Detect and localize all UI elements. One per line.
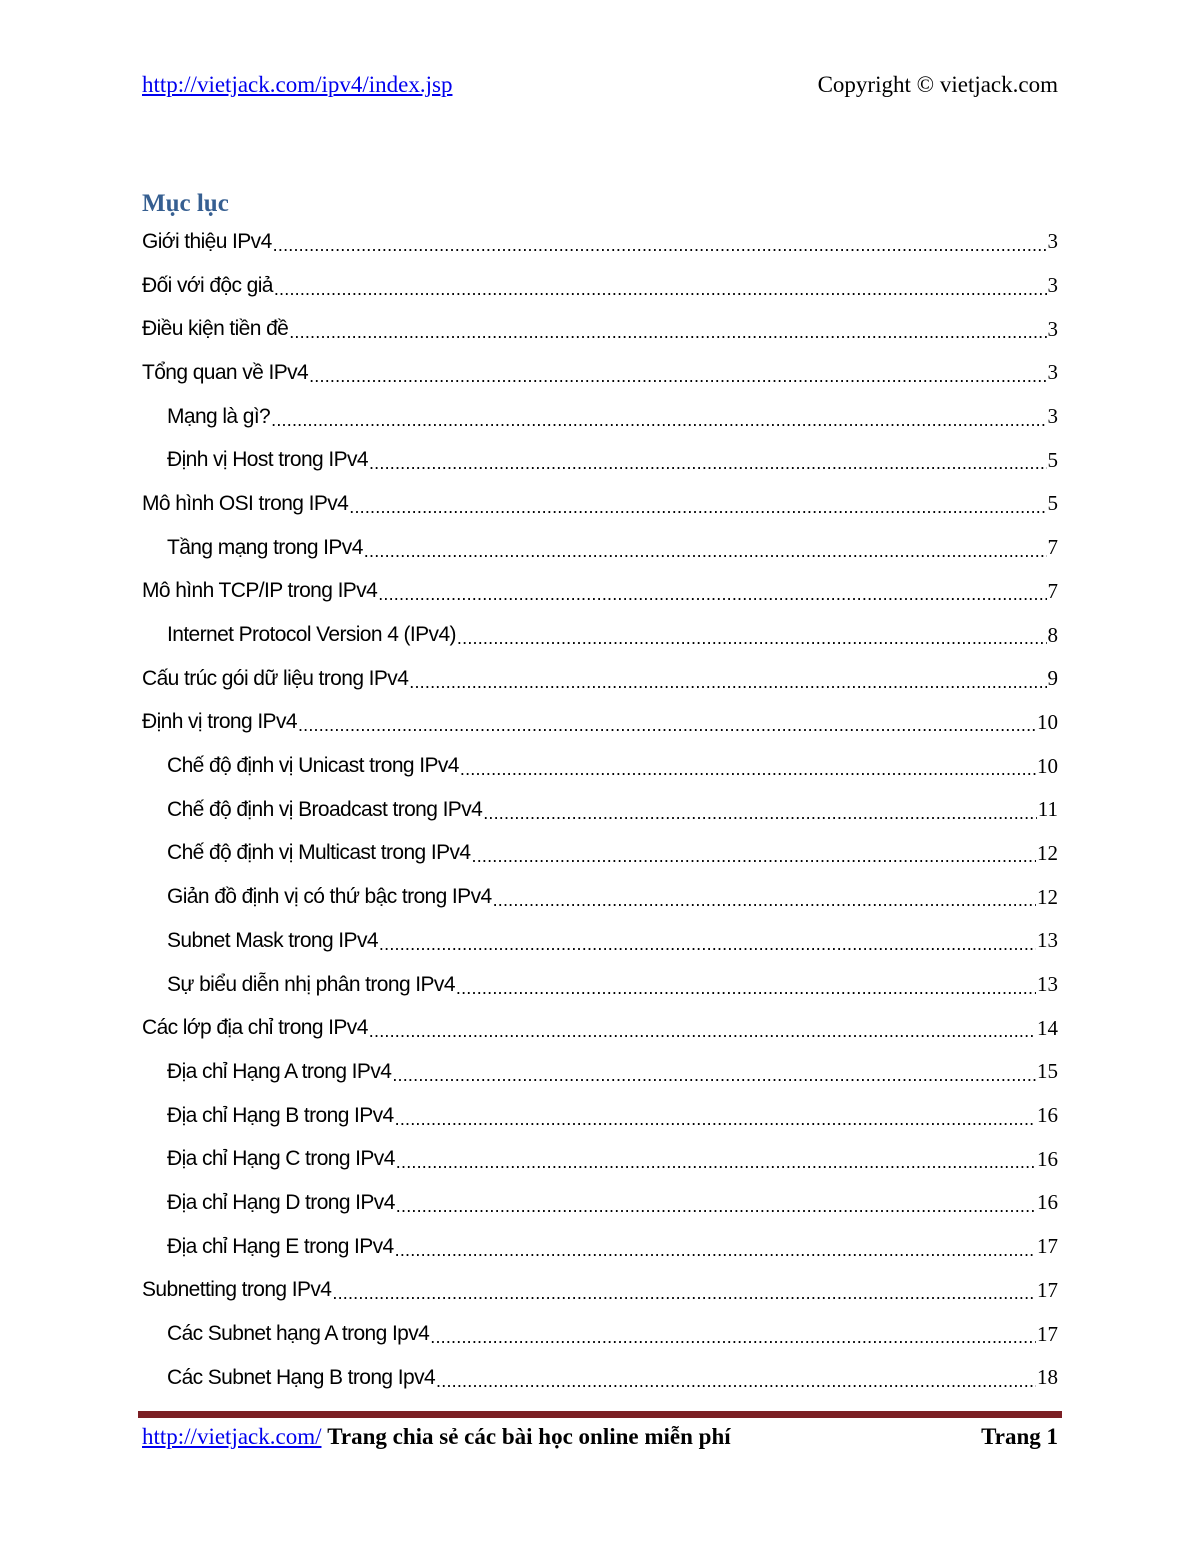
toc-entry[interactable] [142,1225,1058,1269]
toc-leader-dots [332,1284,1036,1302]
toc-entry-label: Giới thiệu IPv4 [142,229,272,253]
toc-entry-page: 16 [1037,1103,1058,1128]
toc-entry-page: 3 [1047,360,1058,385]
toc-entry-label: Điều kiện tiền đề [142,317,289,341]
toc-leader-dots [289,323,1046,341]
footer-site-link[interactable]: http://vietjack.com/ [142,1424,322,1449]
toc-entry-page: 13 [1037,928,1058,953]
toc-entry-label: Tổng quan về IPv4 [142,360,309,384]
toc-entry-page: 16 [1037,1146,1058,1171]
toc-entry-label: Giản đồ định vị có thứ bậc trong IPv4 [167,885,492,909]
toc-entry-label: Đối với độc giả [142,273,273,297]
toc-leader-dots [273,236,1047,254]
toc-entry-label: Chế độ định vị Multicast trong IPv4 [167,841,471,865]
toc-entry-page: 3 [1047,316,1058,341]
toc-entry[interactable] [142,613,1058,657]
toc-entry[interactable] [142,1269,1058,1313]
toc-entry-label: Tầng mạng trong IPv4 [167,535,363,559]
header-copyright: Copyright © vietjack.com [817,72,1058,97]
toc-leader-dots [396,1153,1036,1171]
toc-entry-page: 15 [1037,1059,1058,1084]
footer-left [142,1424,731,1450]
toc-entry[interactable] [142,482,1058,526]
toc-entry-page: 17 [1037,1277,1058,1302]
toc-entry[interactable] [142,1356,1058,1400]
footer-tagline: Trang chia sẻ các bài học online miễn phí [327,1424,731,1449]
toc-leader-dots [271,411,1046,429]
toc-entry-page: 7 [1047,578,1058,603]
toc-leader-dots [274,280,1047,298]
toc-entry-label: Địa chỉ Hạng B trong IPv4 [167,1103,394,1127]
toc-entry[interactable] [142,1006,1058,1050]
toc-entry-page: 12 [1037,840,1058,865]
toc-leader-dots [409,673,1046,691]
toc-leader-dots [349,498,1046,516]
toc-entry-label: Các Subnet Hạng B trong Ipv4 [167,1365,436,1389]
toc-leader-dots [472,847,1037,865]
toc-entry[interactable] [142,526,1058,570]
toc-entry-label: Định vị trong IPv4 [142,710,297,734]
toc-entry-label: Địa chỉ Hạng A trong IPv4 [167,1059,392,1083]
toc-entry-label: Mô hình OSI trong IPv4 [142,491,349,515]
toc-entry[interactable] [142,1137,1058,1181]
toc-leader-dots [396,1197,1036,1215]
header-site-link[interactable]: http://vietjack.com/ipv4/index.jsp [142,72,453,97]
toc-entry-page: 3 [1047,273,1058,298]
toc-entry[interactable] [142,1094,1058,1138]
toc-entry[interactable] [142,701,1058,745]
toc-entry-page: 9 [1047,666,1058,691]
toc-entry-label: Địa chỉ Hạng D trong IPv4 [167,1190,395,1214]
toc-leader-dots [392,1066,1036,1084]
toc-entry-label: Chế độ định vị Broadcast trong IPv4 [167,797,483,821]
footer-page-number: Trang 1 [981,1424,1058,1449]
toc-entry[interactable] [142,1181,1058,1225]
toc-entry[interactable] [142,264,1058,308]
toc-leader-dots [457,629,1047,647]
toc-entry[interactable] [142,570,1058,614]
toc-entry[interactable] [142,307,1058,351]
toc-entry-label: Mô hình TCP/IP trong IPv4 [142,579,378,603]
toc-entry[interactable] [142,351,1058,395]
page-footer [142,1424,1058,1450]
toc-entry-page: 5 [1047,447,1058,472]
toc-leader-dots [369,454,1047,472]
toc-entry-page: 17 [1037,1321,1058,1346]
toc-leader-dots [436,1372,1036,1390]
toc-entry-label: Mạng là gì? [167,404,271,428]
toc-entry-label: Địa chỉ Hạng E trong IPv4 [167,1234,394,1258]
toc-entry-page: 14 [1037,1015,1058,1040]
toc-entry[interactable] [142,875,1058,919]
toc-leader-dots [493,891,1036,909]
toc-entry-page: 10 [1037,753,1058,778]
toc-leader-dots [430,1328,1036,1346]
toc-title: Mục lục [142,190,229,217]
toc-entry-page: 7 [1047,535,1058,560]
toc-entry[interactable] [142,1050,1058,1094]
toc-entry[interactable] [142,438,1058,482]
toc-leader-dots [298,716,1036,734]
toc-leader-dots [364,542,1047,560]
toc-leader-dots [379,935,1036,953]
toc-entry-label: Internet Protocol Version 4 (IPv4) [167,623,456,647]
toc-leader-dots [309,367,1046,385]
toc-entry-page: 10 [1037,709,1058,734]
toc-entry-page: 17 [1037,1234,1058,1259]
toc-entry-label: Các lớp địa chỉ trong IPv4 [142,1016,368,1040]
toc-entry[interactable] [142,744,1058,788]
toc-entry-page: 11 [1037,797,1058,822]
toc-entry-label: Định vị Host trong IPv4 [167,448,368,472]
toc-entry[interactable] [142,395,1058,439]
toc-entry[interactable] [142,788,1058,832]
toc-entry-page: 8 [1047,622,1058,647]
toc-entry-label: Sự biểu diễn nhị phân trong IPv4 [167,972,455,996]
toc-entry[interactable] [142,832,1058,876]
toc-leader-dots [483,804,1037,822]
toc-entry-label: Subnetting trong IPv4 [142,1278,332,1302]
toc-entry[interactable] [142,963,1058,1007]
toc-leader-dots [460,760,1036,778]
toc-entry-label: Địa chỉ Hạng C trong IPv4 [167,1147,395,1171]
toc-entry-page: 3 [1047,404,1058,429]
toc-entry-page: 12 [1037,884,1058,909]
toc-leader-dots [456,979,1036,997]
toc-entry[interactable] [142,220,1058,264]
toc-leader-dots [395,1110,1036,1128]
toc-entry-page: 16 [1037,1190,1058,1215]
toc-entry-page: 3 [1047,229,1058,254]
toc-entry[interactable] [142,919,1058,963]
toc-leader-dots [395,1241,1036,1259]
toc-entry[interactable] [142,657,1058,701]
footer-divider [138,1411,1062,1418]
toc-leader-dots [378,585,1046,603]
toc-entry-label: Subnet Mask trong IPv4 [167,928,378,952]
table-of-contents [142,220,1058,1400]
toc-leader-dots [369,1022,1036,1040]
toc-entry-label: Các Subnet hạng A trong Ipv4 [167,1322,430,1346]
toc-entry[interactable] [142,1312,1058,1356]
toc-entry-label: Chế độ định vị Unicast trong IPv4 [167,754,459,778]
toc-entry-page: 18 [1037,1365,1058,1390]
toc-entry-label: Cấu trúc gói dữ liệu trong IPv4 [142,666,409,690]
toc-entry-page: 13 [1037,972,1058,997]
toc-entry-page: 5 [1047,491,1058,516]
